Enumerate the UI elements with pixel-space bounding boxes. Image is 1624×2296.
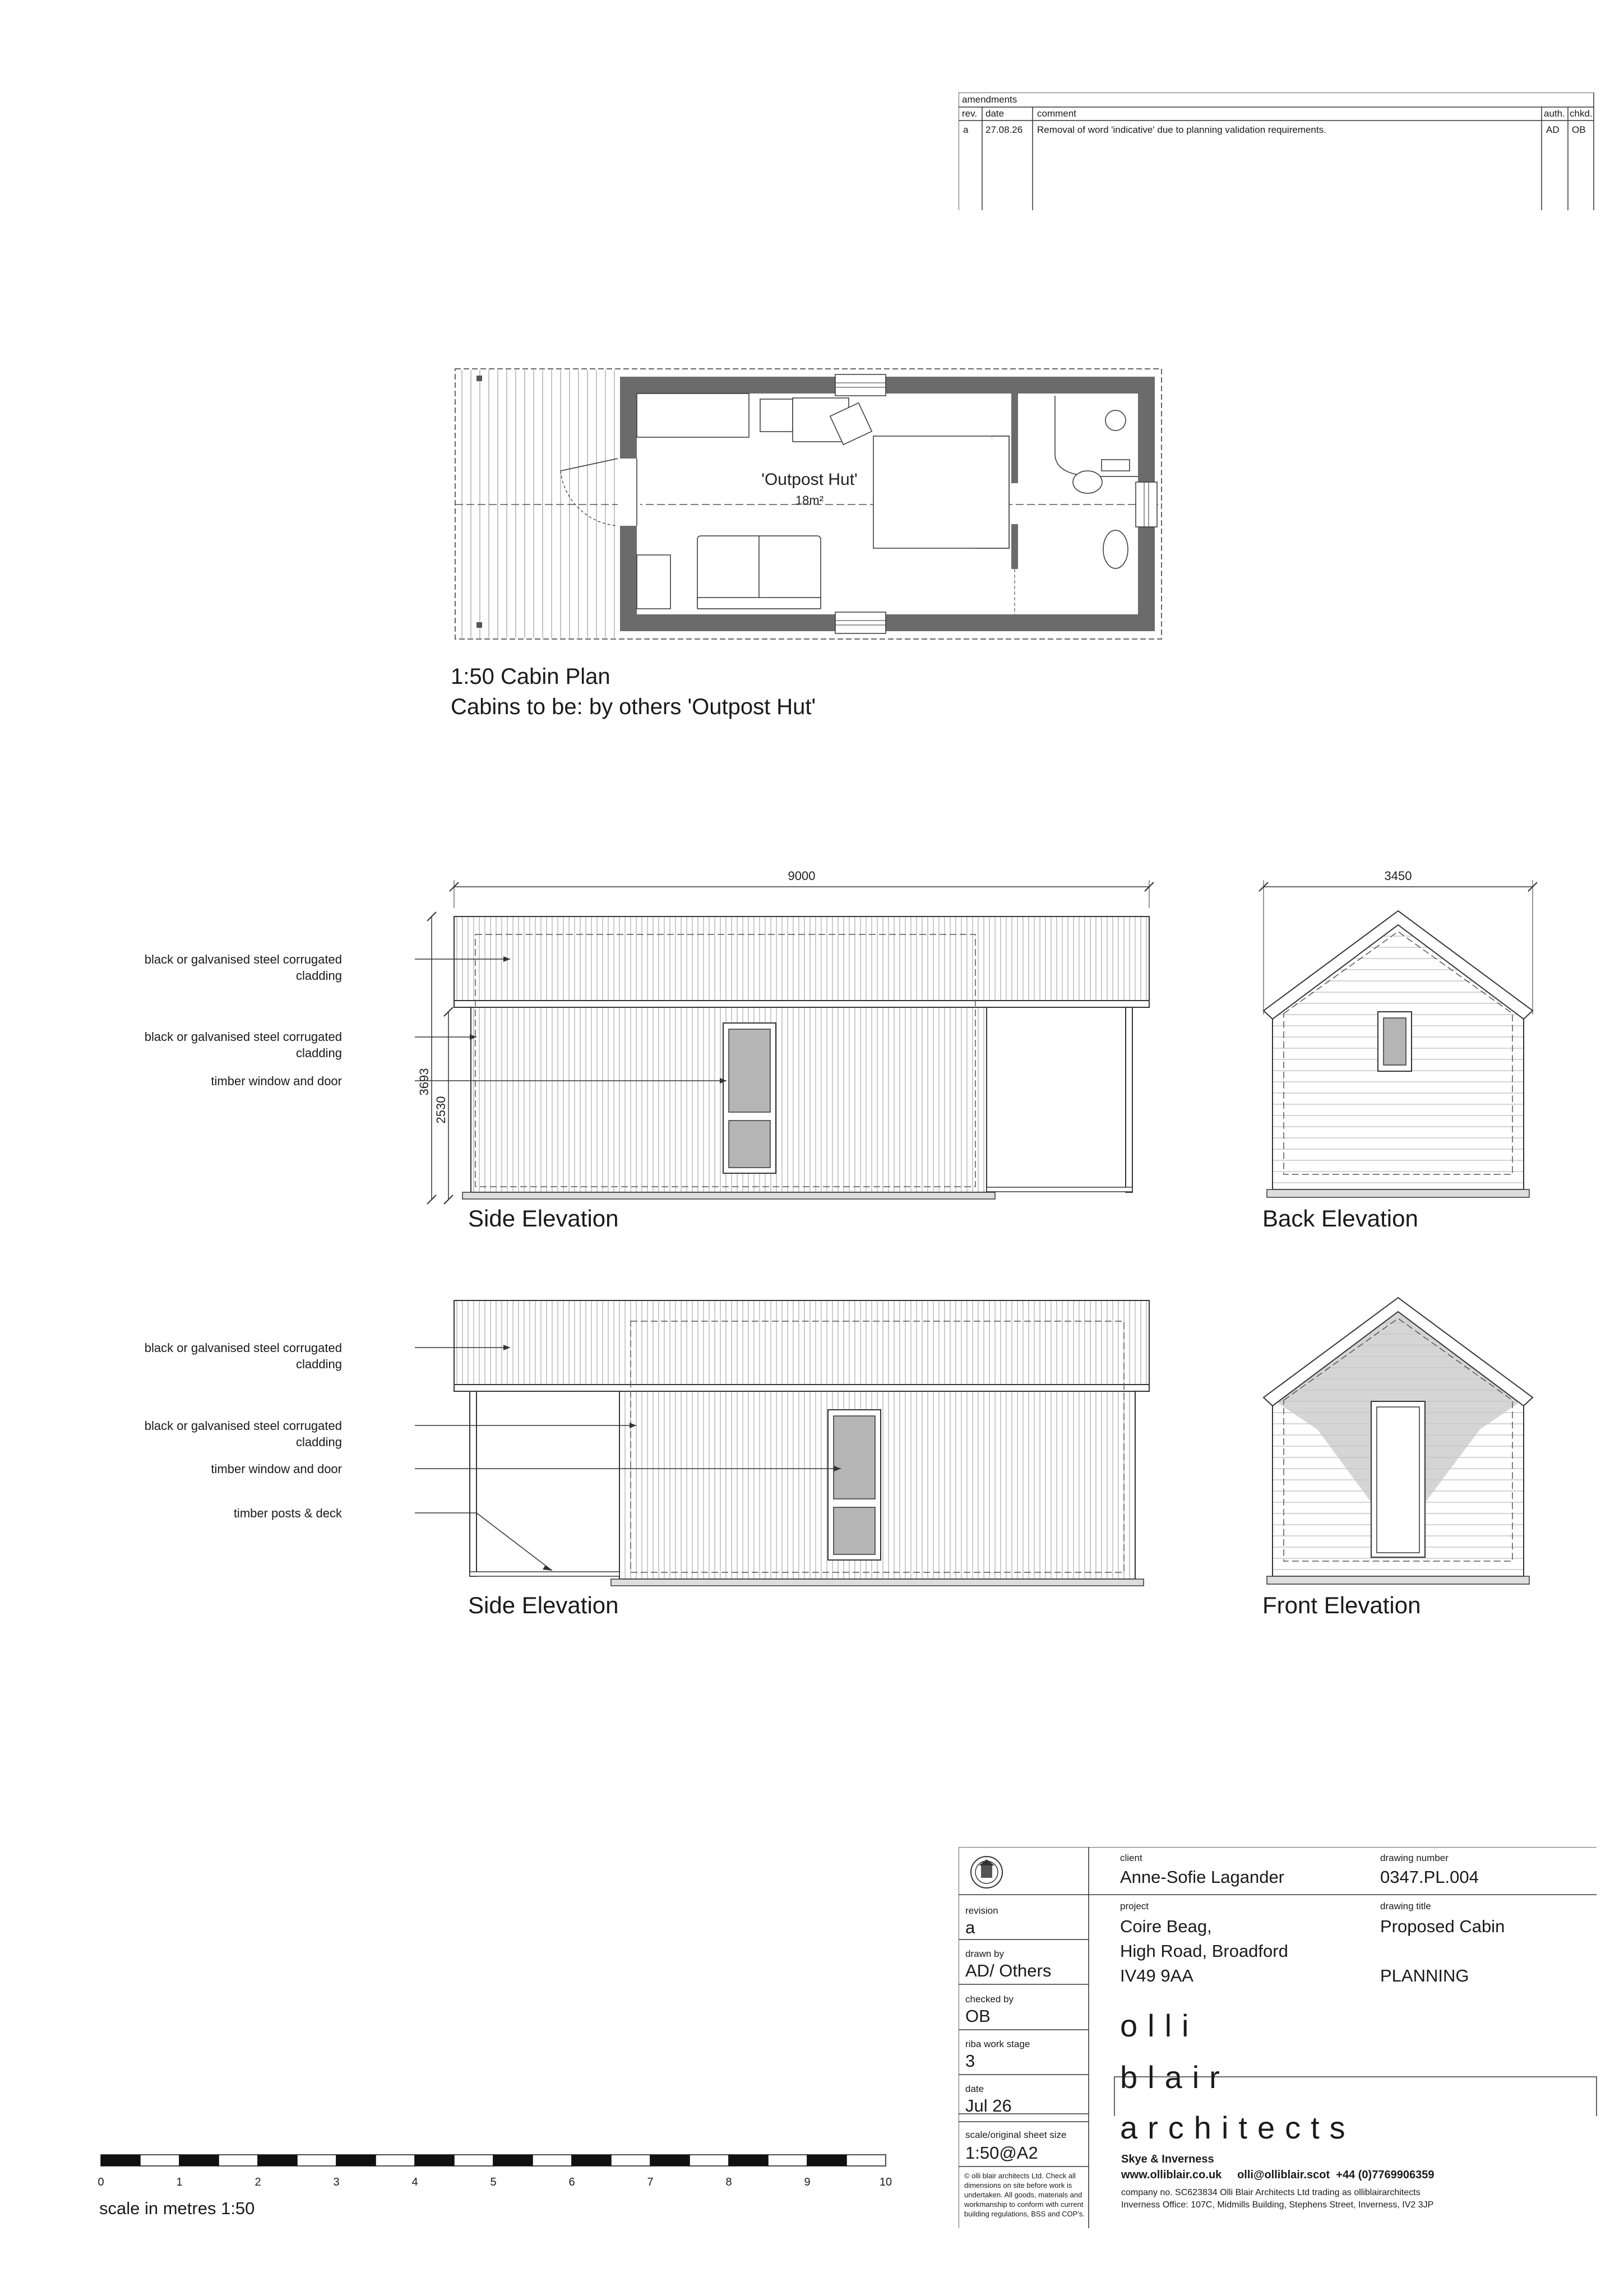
client-value: Anne-Sofie Lagander bbox=[1120, 1867, 1285, 1887]
front-title: Front Elevation bbox=[1262, 1592, 1421, 1618]
back-elevation-drawing bbox=[1244, 863, 1547, 1211]
scale-bar-caption: scale in metres 1:50 bbox=[99, 2198, 255, 2218]
amendments-heading: amendments bbox=[962, 94, 1017, 105]
project-line2: High Road, Broadford bbox=[1120, 1941, 1288, 1961]
plan-room-name: 'Outpost Hut' bbox=[761, 470, 858, 489]
riba-label: riba work stage bbox=[965, 2039, 1030, 2049]
scale-bar-tick-label: 0 bbox=[98, 2176, 104, 2188]
side-elevation-2-drawing bbox=[415, 1295, 1166, 1598]
scale-bar-segment bbox=[101, 2155, 140, 2166]
scale-bar-tick-label: 5 bbox=[490, 2176, 497, 2188]
side2-callout-posts: timber posts & deck bbox=[233, 1506, 342, 1520]
scale-bar-segment bbox=[140, 2155, 179, 2166]
company-line1: company no. SC623834 Olli Blair Architects Ltd trading as olliblairarchitects bbox=[1121, 2188, 1421, 2197]
scale-bar bbox=[95, 2147, 891, 2231]
project-line1: Coire Beag, bbox=[1120, 1917, 1212, 1936]
plan-room-area: 18m² bbox=[795, 493, 824, 507]
scale-value: 1:50@A2 bbox=[965, 2143, 1038, 2163]
crest-icon bbox=[971, 1857, 1002, 1888]
drawn-by-value: AD/ Others bbox=[965, 1961, 1052, 1980]
deck-boards bbox=[456, 370, 619, 638]
back-dim-width: 3450 bbox=[1384, 869, 1412, 883]
scale-bar-segment bbox=[493, 2155, 533, 2166]
scale-bar-tick-label: 2 bbox=[255, 2176, 261, 2188]
title-block bbox=[959, 1847, 1598, 2116]
scale-bar-segment bbox=[415, 2155, 454, 2166]
scale-bar-segment bbox=[219, 2155, 258, 2166]
amendments-table bbox=[959, 92, 1595, 210]
brand-line2: blair bbox=[1120, 2059, 1230, 2095]
brand-line1: olli bbox=[1120, 2008, 1199, 2043]
scale-bar-tick-label: 6 bbox=[568, 2176, 575, 2188]
amend-row-chkd: OB bbox=[1572, 124, 1586, 135]
scale-bar-segment bbox=[846, 2155, 886, 2166]
scale-bar-segment bbox=[297, 2155, 336, 2166]
revision-label: revision bbox=[965, 1905, 998, 1916]
scale-bar-segment bbox=[768, 2155, 807, 2166]
scale-bar-tick-label: 8 bbox=[725, 2176, 732, 2188]
col-rev: rev. bbox=[962, 108, 978, 119]
scale-bar-segment bbox=[807, 2155, 846, 2166]
scale-bar-tick-label: 4 bbox=[411, 2176, 418, 2188]
scale-bar-tick-label: 9 bbox=[804, 2176, 811, 2188]
status-value: PLANNING bbox=[1380, 1966, 1469, 1985]
amend-row-date: 27.08.26 bbox=[985, 124, 1023, 135]
drawing-number-label: drawing number bbox=[1380, 1853, 1449, 1863]
riba-value: 3 bbox=[965, 2051, 975, 2071]
scale-bar-graphic bbox=[95, 2147, 891, 2175]
plan-caption bbox=[451, 661, 816, 722]
scale-bar-segment bbox=[258, 2155, 297, 2166]
drawing-title-label: drawing title bbox=[1380, 1901, 1431, 1911]
scale-bar-tick-label: 7 bbox=[647, 2176, 654, 2188]
title-block-grid bbox=[959, 1847, 1598, 2116]
project-line3: IV49 9AA bbox=[1120, 1966, 1193, 1985]
col-date: date bbox=[985, 108, 1005, 119]
side2-callout-roof: black or galvanised steel corrugated cladding bbox=[144, 1341, 342, 1371]
back-title: Back Elevation bbox=[1262, 1205, 1418, 1232]
scale-bar-segment bbox=[336, 2155, 376, 2166]
plan-caption-line2: Cabins to be: by others 'Outpost Hut' bbox=[451, 695, 816, 719]
side1-dim-height-total: 3693 bbox=[417, 1068, 431, 1096]
scale-label: scale/original sheet size bbox=[965, 2130, 1067, 2140]
col-auth: auth. bbox=[1544, 108, 1565, 119]
amend-row-rev: a bbox=[963, 124, 969, 135]
revision-value: a bbox=[965, 1918, 975, 1937]
scale-bar-segment bbox=[650, 2155, 690, 2166]
amend-row-comment: Removal of word 'indicative' due to planning validation requirements. bbox=[1037, 124, 1326, 135]
plan-furniture bbox=[637, 394, 1138, 609]
checked-by-value: OB bbox=[965, 2006, 991, 2026]
col-comment: comment bbox=[1037, 108, 1076, 119]
drawing-title-value: Proposed Cabin bbox=[1380, 1917, 1505, 1936]
scale-bar-segment bbox=[611, 2155, 650, 2166]
scale-bar-segment bbox=[454, 2155, 493, 2166]
col-chkd: chkd. bbox=[1570, 108, 1593, 119]
scale-bar-segment bbox=[376, 2155, 415, 2166]
scale-bar-segment bbox=[533, 2155, 572, 2166]
scale-bar-tick-label: 10 bbox=[879, 2176, 892, 2188]
side1-dim-height-wall: 2530 bbox=[434, 1096, 448, 1124]
client-label: client bbox=[1120, 1853, 1142, 1863]
drawing-number-value: 0347.PL.004 bbox=[1380, 1867, 1479, 1887]
scale-bar-tick-label: 3 bbox=[333, 2176, 340, 2188]
checked-by-label: checked by bbox=[965, 1994, 1014, 2005]
front-elevation-drawing bbox=[1244, 1295, 1547, 1598]
project-label: project bbox=[1120, 1901, 1149, 1911]
date-value: Jul 26 bbox=[965, 2096, 1012, 2116]
scale-bar-segment bbox=[179, 2155, 219, 2166]
company-line2: Inverness Office: 107C, Midmills Building, Stephens Street, Inverness, IV2 3JP bbox=[1121, 2200, 1434, 2210]
brand-line3: architects bbox=[1120, 2110, 1355, 2145]
side1-callout-wall: black or galvanised steel corrugated cladding bbox=[144, 1030, 342, 1060]
side1-title: Side Elevation bbox=[468, 1205, 619, 1232]
scale-bar-segment bbox=[690, 2155, 729, 2166]
scale-bar-segment bbox=[572, 2155, 611, 2166]
side1-dim-width: 9000 bbox=[788, 869, 816, 883]
side2-title: Side Elevation bbox=[468, 1592, 619, 1618]
scale-bar-tick-label: 1 bbox=[176, 2176, 183, 2188]
drawn-by-label: drawn by bbox=[965, 1948, 1004, 1959]
side2-callout-wall: black or galvanised steel corrugated cladding bbox=[144, 1419, 342, 1449]
side-elevation-1-drawing bbox=[415, 863, 1166, 1211]
side1-callout-roof: black or galvanised steel corrugated cladding bbox=[144, 952, 342, 983]
cabin-plan-drawing bbox=[448, 364, 1172, 645]
date-label: date bbox=[965, 2084, 984, 2094]
plan-caption-line1: 1:50 Cabin Plan bbox=[451, 664, 610, 689]
copyright-notice: © olli blair architects Ltd. Check all dimensions on site before work is undertaken. All goods, materials and workmanship to conform with current building regulations, BSS and COP's. bbox=[964, 2172, 1085, 2218]
scale-bar-segment bbox=[729, 2155, 768, 2166]
title-block-lower bbox=[959, 2110, 1598, 2228]
side1-callout-window: timber window and door bbox=[211, 1074, 342, 1088]
contact-text: www.olliblair.co.uk olli@olliblair.scot +44 (0)7769906359 bbox=[1121, 2169, 1435, 2181]
amend-row-auth: AD bbox=[1546, 124, 1560, 135]
offices-text: Skye & Inverness bbox=[1121, 2153, 1214, 2165]
side2-callout-window: timber window and door bbox=[211, 1462, 342, 1476]
